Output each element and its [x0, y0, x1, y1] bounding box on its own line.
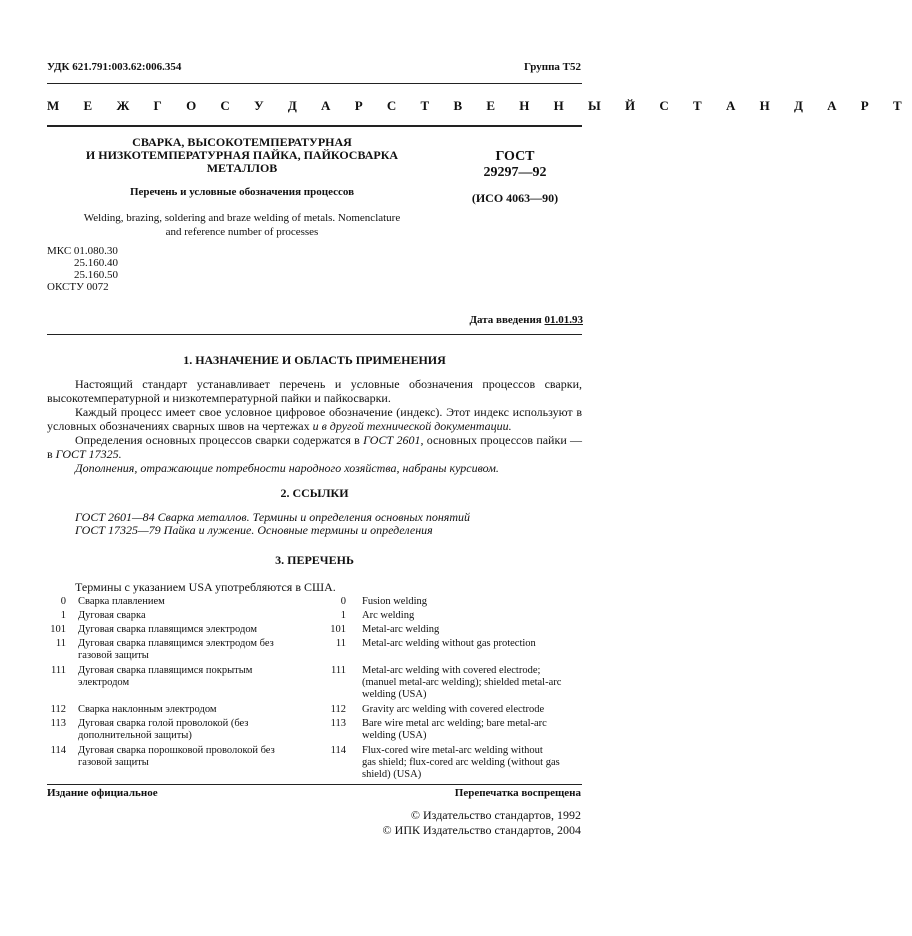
paragraph-2: Каждый процесс имеет свое условное цифровое обозначение (индекс). Этот индекс используют в условных обозначениях сварных швов на чертежах и в другой технической документации.	[47, 405, 582, 433]
document-title	[47, 136, 437, 175]
official-edition-label: Издание официальное	[47, 787, 158, 799]
process-name-ru-line: Дуговая сварка плавящимся электродом без	[78, 638, 274, 649]
process-name-en-line: Flux-cored wire metal-arc welding without	[362, 745, 543, 756]
process-index-en: 1	[340, 610, 346, 621]
process-name-en-line: Metal-arc welding with covered electrode;	[362, 665, 541, 676]
process-name-en	[362, 704, 587, 716]
reprint-notice: Перепечатка воспрещена	[454, 787, 581, 799]
section-3-heading: 3. ПЕРЕЧЕНЬ	[275, 553, 354, 567]
process-name-en	[362, 596, 587, 608]
process-name-ru-line: Сварка плавлением	[78, 596, 165, 607]
process-name-ru	[78, 718, 308, 742]
gost-number-block	[455, 149, 575, 181]
header-divider	[47, 83, 582, 84]
process-name-ru-line: электродом	[78, 677, 130, 688]
process-index-ru: 111	[51, 665, 66, 676]
process-name-en-line: Bare wire metal arc welding; bare metal-arc	[362, 718, 547, 729]
title-line-1: СВАРКА, ВЫСОКОТЕМПЕРАТУРНАЯ	[132, 135, 352, 149]
english-title-line-1: Welding, brazing, soldering and braze welding of metals. Nomenclature	[83, 212, 401, 224]
process-name-ru-line: Дуговая сварка голой проволокой (без	[78, 718, 249, 729]
mks-code-2: 25.160.40	[74, 257, 118, 269]
process-name-en-line: Gravity arc welding with covered electrode	[362, 704, 545, 715]
title-line-2: И НИЗКОТЕМПЕРАТУРНАЯ ПАЙКА, ПАЙКОСВАРКА	[85, 148, 399, 162]
mks-code-3: 25.160.50	[74, 269, 118, 281]
process-index-en: 111	[331, 665, 346, 676]
process-name-en-line: (manuel metal-arc welding); shielded metal-arc	[362, 677, 562, 688]
process-index-ru: 1	[60, 610, 66, 621]
process-name-en	[362, 624, 587, 636]
okstu-code: ОКСТУ 0072	[47, 281, 109, 293]
process-name-en	[362, 745, 587, 781]
process-index-en: 112	[330, 704, 346, 715]
process-name-en-line: welding (USA)	[362, 689, 427, 700]
process-name-ru	[78, 638, 308, 662]
process-index-en: 113	[330, 718, 346, 729]
process-name-en-line: Fusion welding	[362, 596, 428, 607]
process-index-en: 0	[340, 596, 346, 607]
usa-note: Термины с указанием USA употребляются в США.	[75, 580, 336, 594]
process-index-en: 11	[335, 638, 346, 649]
introduction-date	[469, 314, 583, 326]
paragraph-1: Настоящий стандарт устанавливает перечень и условные обозначения процессов сварки, высокотемпературной и низкотемпературной пайки и пайкосварки.	[47, 377, 582, 405]
process-name-ru-line: газовой защиты	[78, 757, 149, 768]
process-name-en-line: Arc welding	[362, 610, 415, 621]
paragraph-4: Дополнения, отражающие потребности народного хозяйства, набраны курсивом.	[75, 461, 499, 475]
references-list	[75, 511, 470, 537]
process-name-ru-line: дополнительной защиты)	[78, 730, 192, 741]
process-index-ru: 11	[55, 638, 66, 649]
process-name-ru	[78, 610, 308, 622]
gost-number: 29297—92	[483, 165, 547, 180]
process-index-en: 114	[330, 745, 346, 756]
process-name-en-line: welding (USA)	[362, 730, 427, 741]
group-code: Группа Т52	[523, 61, 581, 73]
process-name-en	[362, 718, 587, 742]
process-name-ru	[78, 624, 308, 636]
header-divider-thick	[47, 125, 582, 127]
process-name-ru-line: Дуговая сварка плавящимся электродом	[78, 624, 258, 635]
introduction-date-value: 01.01.93	[544, 314, 583, 326]
copyright-2: © ИПК Издательство стандартов, 2004	[382, 823, 581, 837]
process-name-ru	[78, 745, 308, 769]
process-index-ru: 101	[50, 624, 66, 635]
process-name-en-line: Metal-arc welding	[362, 624, 440, 635]
classification-block	[47, 245, 118, 293]
section-1-body	[47, 377, 582, 475]
process-name-ru-line: Дуговая сварка	[78, 610, 146, 621]
process-name-ru	[78, 665, 308, 689]
title-line-3: МЕТАЛЛОВ	[206, 161, 278, 175]
reference-2: ГОСТ 17325—79 Пайка и лужение. Основные термины и определения	[75, 523, 433, 537]
process-name-ru-line: Сварка наклонным электродом	[78, 704, 217, 715]
paragraph-3: Определения основных процессов сварки содержатся в ГОСТ 2601, основных процессов пайки — в ГОСТ 17325.	[47, 433, 583, 461]
process-index-ru: 113	[50, 718, 66, 729]
process-name-ru	[78, 704, 308, 716]
process-name-en	[362, 638, 587, 650]
mks-code-1: МКС 01.080.30	[47, 245, 118, 257]
process-index-ru: 114	[50, 745, 66, 756]
document-subtitle: Перечень и условные обозначения процессов	[129, 186, 355, 198]
standard-type: М Е Ж Г О С У Д А Р С Т В Е Н Н Ы Й С Т А Н Д А Р Т	[47, 98, 912, 113]
process-name-ru-line: Дуговая сварка порошковой проволокой без	[78, 745, 275, 756]
udk-code: УДК 621.791:003.62:006.354	[47, 61, 182, 73]
process-index-ru: 112	[50, 704, 66, 715]
process-index-ru: 0	[60, 596, 66, 607]
footer-divider	[47, 784, 582, 785]
process-name-en	[362, 610, 587, 622]
process-name-en	[362, 665, 587, 701]
gost-code: ГОСТ	[495, 149, 535, 164]
process-index-en: 101	[330, 624, 346, 635]
english-title	[47, 211, 437, 239]
copyright-block	[383, 808, 581, 838]
section-2-heading: 2. ССЫЛКИ	[280, 486, 349, 500]
process-name-en-line: shield) (USA)	[362, 769, 422, 780]
process-name-en-line: Metal-arc welding without gas protection	[362, 638, 536, 649]
reference-1: ГОСТ 2601—84 Сварка металлов. Термины и определения основных понятий	[75, 510, 471, 524]
english-title-line-2: and reference number of processes	[165, 226, 319, 238]
date-divider	[47, 334, 582, 335]
copyright-1: © Издательство стандартов, 1992	[410, 808, 581, 822]
process-name-ru-line: Дуговая сварка плавящимся покрытым	[78, 665, 253, 676]
introduction-date-label: Дата введения	[469, 314, 542, 326]
section-1-heading: 1. НАЗНАЧЕНИЕ И ОБЛАСТЬ ПРИМЕНЕНИЯ	[183, 353, 446, 367]
process-name-ru	[78, 596, 308, 608]
process-name-ru-line: газовой защиты	[78, 650, 149, 661]
process-name-en-line: gas shield; flux-cored arc welding (without gas	[362, 757, 560, 768]
iso-reference: (ИСО 4063—90)	[471, 191, 559, 205]
